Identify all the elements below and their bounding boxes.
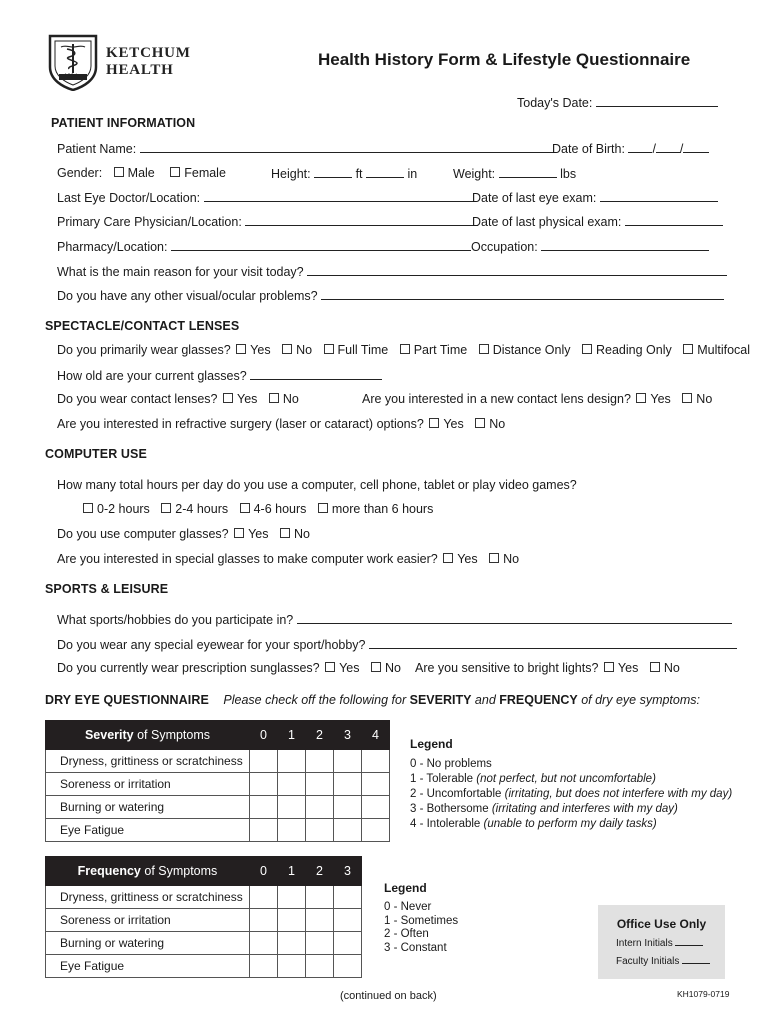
hours-0-2-checkbox[interactable] bbox=[83, 503, 93, 513]
computer-glasses-row bbox=[57, 527, 310, 541]
legend-item: 4 - Intolerable (unable to perform my daily tasks) bbox=[410, 818, 657, 830]
faculty-initials-label: Faculty Initials bbox=[616, 956, 680, 967]
occupation-field[interactable] bbox=[541, 239, 709, 251]
severity-cell[interactable] bbox=[278, 796, 306, 819]
weight-row bbox=[453, 166, 576, 181]
multifocal-checkbox[interactable] bbox=[683, 344, 693, 354]
primary-care-field[interactable] bbox=[245, 214, 478, 226]
severity-legend bbox=[410, 737, 732, 832]
severity-cell[interactable] bbox=[306, 819, 334, 842]
todays-date-label: Today's Date: bbox=[517, 96, 593, 110]
last-eye-doctor-field[interactable] bbox=[204, 190, 474, 202]
bright-no-checkbox[interactable] bbox=[650, 662, 660, 672]
part-time-label: Part Time bbox=[413, 343, 468, 357]
sport-eyewear-question: Do you wear any special eyewear for your sport/hobby? bbox=[57, 638, 366, 652]
height-row bbox=[271, 166, 417, 181]
legend-item: 3 - Constant bbox=[384, 941, 447, 954]
distance-only-label: Distance Only bbox=[492, 343, 571, 357]
severity-cell[interactable] bbox=[250, 796, 278, 819]
contacts-row bbox=[57, 392, 299, 406]
table-row bbox=[46, 955, 362, 978]
female-label: Female bbox=[184, 166, 226, 180]
new-design-yes-label: Yes bbox=[650, 392, 671, 406]
severity-cell[interactable] bbox=[306, 773, 334, 796]
severity-cell[interactable] bbox=[250, 750, 278, 773]
reading-only-checkbox[interactable] bbox=[582, 344, 592, 354]
hours-question: How many total hours per day do you use a computer, cell phone, tablet or play video games? bbox=[57, 478, 577, 492]
contacts-no-checkbox[interactable] bbox=[269, 393, 279, 403]
legend-item: 3 - Bothersome (irritating and interferes with my day) bbox=[410, 803, 678, 815]
sport-eyewear-row bbox=[57, 637, 737, 652]
hours-6plus-label: more than 6 hours bbox=[331, 502, 434, 516]
bright-yes-checkbox[interactable] bbox=[604, 662, 614, 672]
special-glasses-yes-checkbox[interactable] bbox=[443, 553, 453, 563]
in-label: in bbox=[407, 167, 418, 181]
main-reason-row bbox=[57, 264, 727, 279]
severity-col-1: 1 bbox=[278, 721, 306, 750]
severity-cell[interactable] bbox=[362, 796, 390, 819]
computer-glasses-no-label: No bbox=[294, 527, 310, 541]
hours-0-2-label: 0-2 hours bbox=[97, 502, 150, 516]
severity-cell[interactable] bbox=[278, 819, 306, 842]
legend-item: 0 - Never bbox=[384, 901, 432, 913]
symptom-label: Burning or watering bbox=[46, 932, 250, 955]
frequency-cell[interactable] bbox=[278, 955, 306, 978]
severity-cell[interactable] bbox=[278, 750, 306, 773]
surgery-yes-checkbox[interactable] bbox=[429, 418, 439, 428]
severity-col-4: 4 bbox=[362, 721, 390, 750]
frequency-cell[interactable] bbox=[250, 886, 278, 909]
main-reason-label: What is the main reason for your visit today? bbox=[57, 265, 304, 279]
symptom-label: Eye Fatigue bbox=[46, 819, 250, 842]
primary-care-label: Primary Care Physician/Location: bbox=[57, 215, 242, 229]
male-checkbox[interactable] bbox=[114, 167, 124, 177]
severity-table bbox=[45, 720, 390, 842]
legend-item: 2 - Often bbox=[384, 928, 429, 940]
frequency-cell[interactable] bbox=[278, 909, 306, 932]
last-physical-label: Date of last physical exam: bbox=[472, 215, 622, 229]
severity-cell[interactable] bbox=[250, 773, 278, 796]
glasses-age-question: How old are your current glasses? bbox=[57, 369, 247, 383]
last-physical-field[interactable] bbox=[625, 214, 723, 226]
table-row bbox=[46, 750, 390, 773]
computer-heading: COMPUTER USE bbox=[45, 447, 147, 461]
frequency-cell[interactable] bbox=[250, 955, 278, 978]
bright-no-label: No bbox=[663, 661, 680, 675]
dob-year-field[interactable] bbox=[683, 141, 709, 153]
symptom-label: Soreness or irritation bbox=[46, 773, 250, 796]
office-use-box bbox=[598, 905, 725, 979]
intern-initials-row bbox=[616, 936, 703, 949]
logo-line2: HEALTH bbox=[106, 62, 174, 78]
frequency-legend-title: Legend bbox=[384, 881, 427, 895]
frequency-cell[interactable] bbox=[306, 955, 334, 978]
height-label: Height: bbox=[271, 167, 311, 181]
frequency-col-3: 3 bbox=[334, 857, 362, 886]
frequency-cell[interactable] bbox=[278, 932, 306, 955]
todays-date-field[interactable] bbox=[596, 95, 718, 107]
symptom-label: Dryness, grittiness or scratchiness bbox=[46, 886, 250, 909]
logo-line1: KETCHUM bbox=[106, 45, 191, 61]
gender-label: Gender: bbox=[57, 166, 103, 180]
frequency-header-row bbox=[46, 857, 362, 886]
severity-cell[interactable] bbox=[334, 773, 362, 796]
computer-glasses-question: Do you use computer glasses? bbox=[57, 527, 229, 541]
hours-2-4-label: 2-4 hours bbox=[175, 502, 229, 516]
spectacle-heading: SPECTACLE/CONTACT LENSES bbox=[45, 319, 240, 333]
wear-glasses-question: Do you primarily wear glasses? bbox=[57, 343, 231, 357]
severity-cell[interactable] bbox=[362, 819, 390, 842]
computer-glasses-yes-label: Yes bbox=[248, 527, 269, 541]
severity-header-label: Severity of Symptoms bbox=[46, 721, 250, 750]
severity-col-2: 2 bbox=[306, 721, 334, 750]
new-design-question: Are you interested in a new contact lens design? bbox=[362, 392, 631, 406]
pharmacy-row bbox=[57, 239, 471, 254]
symptom-label: Soreness or irritation bbox=[46, 909, 250, 932]
surgery-question: Are you interested in refractive surgery (laser or cataract) options? bbox=[57, 417, 424, 431]
last-eye-doctor-label: Last Eye Doctor/Location: bbox=[57, 191, 201, 205]
table-row bbox=[46, 796, 390, 819]
reading-only-label: Reading Only bbox=[596, 343, 672, 357]
special-glasses-no-checkbox[interactable] bbox=[489, 553, 499, 563]
sports-heading: SPORTS & LEISURE bbox=[45, 582, 169, 596]
patient-name-field[interactable] bbox=[140, 141, 555, 153]
computer-glasses-yes-checkbox[interactable] bbox=[234, 528, 244, 538]
multifocal-label: Multifocal bbox=[697, 343, 751, 357]
lbs-label: lbs bbox=[560, 167, 577, 181]
frequency-col-1: 1 bbox=[278, 857, 306, 886]
distance-only-checkbox[interactable] bbox=[479, 344, 489, 354]
patient-name-row bbox=[57, 141, 555, 156]
hobbies-question: What sports/hobbies do you participate in? bbox=[57, 613, 294, 627]
new-design-no-checkbox[interactable] bbox=[682, 393, 692, 403]
severity-cell[interactable] bbox=[278, 773, 306, 796]
hours-4-6-checkbox[interactable] bbox=[240, 503, 250, 513]
severity-legend-title: Legend bbox=[410, 737, 453, 751]
severity-cell[interactable] bbox=[334, 819, 362, 842]
hobbies-row bbox=[57, 612, 732, 627]
glasses-no-label: No bbox=[296, 343, 313, 357]
computer-glasses-no-checkbox[interactable] bbox=[280, 528, 290, 538]
other-problems-field[interactable] bbox=[321, 288, 724, 300]
special-glasses-no-label: No bbox=[503, 552, 520, 566]
contacts-no-label: No bbox=[282, 392, 299, 406]
patient-info-heading: PATIENT INFORMATION bbox=[51, 116, 196, 130]
pharmacy-label: Pharmacy/Location: bbox=[57, 240, 168, 254]
sunglasses-no-checkbox[interactable] bbox=[371, 662, 381, 672]
frequency-cell[interactable] bbox=[334, 955, 362, 978]
last-eye-exam-field[interactable] bbox=[600, 190, 718, 202]
surgery-yes-label: Yes bbox=[443, 417, 464, 431]
bright-lights-question: Are you sensitive to bright lights? bbox=[415, 661, 599, 675]
hours-6plus-checkbox[interactable] bbox=[318, 503, 328, 513]
severity-cell[interactable] bbox=[306, 750, 334, 773]
frequency-cell[interactable] bbox=[306, 932, 334, 955]
frequency-cell[interactable] bbox=[250, 909, 278, 932]
gender-row bbox=[57, 166, 226, 180]
surgery-no-checkbox[interactable] bbox=[475, 418, 485, 428]
contacts-question: Do you wear contact lenses? bbox=[57, 392, 218, 406]
female-checkbox[interactable] bbox=[170, 167, 180, 177]
legend-item: 1 - Sometimes bbox=[384, 914, 459, 927]
severity-cell[interactable] bbox=[250, 819, 278, 842]
weight-field[interactable] bbox=[499, 166, 557, 178]
table-row bbox=[46, 932, 362, 955]
sport-eyewear-field[interactable] bbox=[369, 637, 737, 649]
table-row bbox=[46, 773, 390, 796]
sunglasses-question: Do you currently wear prescription sunglasses? bbox=[57, 661, 320, 675]
severity-cell[interactable] bbox=[306, 796, 334, 819]
frequency-cell[interactable] bbox=[334, 886, 362, 909]
full-time-checkbox[interactable] bbox=[324, 344, 334, 354]
severity-cell[interactable] bbox=[334, 796, 362, 819]
new-design-row bbox=[362, 392, 712, 406]
pharmacy-field[interactable] bbox=[171, 239, 471, 251]
dob-day-field[interactable] bbox=[656, 141, 680, 153]
contacts-yes-label: Yes bbox=[237, 392, 258, 406]
hours-2-4-checkbox[interactable] bbox=[161, 503, 171, 513]
glasses-yes-label: Yes bbox=[250, 343, 271, 357]
glasses-yes-checkbox[interactable] bbox=[236, 344, 246, 354]
frequency-col-0: 0 bbox=[250, 857, 278, 886]
severity-col-3: 3 bbox=[334, 721, 362, 750]
surgery-no-label: No bbox=[489, 417, 506, 431]
contacts-yes-checkbox[interactable] bbox=[223, 393, 233, 403]
intern-initials-label: Intern Initials bbox=[616, 938, 673, 949]
table-row bbox=[46, 886, 362, 909]
intern-initials-field[interactable] bbox=[675, 936, 703, 946]
glasses-age-row bbox=[57, 368, 382, 383]
sunglasses-row bbox=[57, 661, 401, 675]
sunglasses-yes-label: Yes bbox=[339, 661, 360, 675]
faculty-initials-row bbox=[616, 954, 710, 967]
part-time-checkbox[interactable] bbox=[400, 344, 410, 354]
dry-eye-instructions: Please check off the following for SEVERITY and FREQUENCY of dry eye symptoms: bbox=[223, 693, 700, 707]
table-row bbox=[46, 819, 390, 842]
occupation-label: Occupation: bbox=[471, 240, 538, 254]
primary-care-row bbox=[57, 214, 478, 229]
special-glasses-row bbox=[57, 552, 519, 566]
new-design-no-label: No bbox=[696, 392, 713, 406]
legend-item: 2 - Uncomfortable (irritating, but does not interfere with my day) bbox=[410, 788, 733, 800]
full-time-label: Full Time bbox=[337, 343, 389, 357]
severity-cell[interactable] bbox=[362, 773, 390, 796]
special-glasses-question: Are you interested in special glasses to make computer work easier? bbox=[57, 552, 438, 566]
main-reason-field[interactable] bbox=[307, 264, 727, 276]
severity-cell[interactable] bbox=[362, 750, 390, 773]
frequency-cell[interactable] bbox=[250, 932, 278, 955]
height-ft-field[interactable] bbox=[314, 166, 352, 178]
last-eye-doctor-row bbox=[57, 190, 474, 205]
occupation-row bbox=[471, 239, 709, 254]
frequency-cell[interactable] bbox=[306, 909, 334, 932]
form-code: KH1079-0719 bbox=[677, 989, 730, 999]
dry-eye-heading-row bbox=[45, 691, 700, 709]
office-use-title: Office Use Only bbox=[616, 917, 707, 931]
other-problems-label: Do you have any other visual/ocular problems? bbox=[57, 289, 318, 303]
faculty-initials-field[interactable] bbox=[682, 954, 710, 964]
last-eye-exam-label: Date of last eye exam: bbox=[472, 191, 597, 205]
ketchum-health-logo bbox=[47, 33, 99, 91]
hours-4-6-label: 4-6 hours bbox=[253, 502, 307, 516]
frequency-cell[interactable] bbox=[334, 909, 362, 932]
glasses-age-field[interactable] bbox=[250, 368, 382, 380]
page-title: Health History Form & Lifestyle Questionnaire bbox=[318, 50, 691, 69]
dry-eye-heading: DRY EYE QUESTIONNAIRE bbox=[45, 693, 209, 707]
hours-options-row bbox=[81, 502, 433, 516]
todays-date-row bbox=[517, 95, 718, 110]
severity-cell[interactable] bbox=[334, 750, 362, 773]
bright-yes-label: Yes bbox=[617, 661, 639, 675]
last-eye-exam-row bbox=[472, 190, 718, 205]
dob-month-field[interactable] bbox=[628, 141, 652, 153]
symptom-label: Burning or watering bbox=[46, 796, 250, 819]
height-in-field[interactable] bbox=[366, 166, 404, 178]
last-physical-row bbox=[472, 214, 723, 229]
symptom-label: Dryness, grittiness or scratchiness bbox=[46, 750, 250, 773]
table-row bbox=[46, 909, 362, 932]
dob-row: Date of Birth: / / bbox=[552, 141, 709, 156]
other-problems-row bbox=[57, 288, 724, 303]
severity-header-row bbox=[46, 721, 390, 750]
new-design-yes-checkbox[interactable] bbox=[636, 393, 646, 403]
dob-label: Date of Birth: bbox=[552, 142, 625, 156]
frequency-col-2: 2 bbox=[306, 857, 334, 886]
frequency-table bbox=[45, 856, 362, 978]
special-glasses-yes-label: Yes bbox=[457, 552, 478, 566]
symptom-label: Eye Fatigue bbox=[46, 955, 250, 978]
male-label: Male bbox=[127, 166, 155, 180]
patient-name-label: Patient Name: bbox=[57, 142, 137, 156]
sunglasses-no-label: No bbox=[385, 661, 401, 675]
wear-glasses-row bbox=[57, 343, 750, 357]
frequency-header-label: Frequency of Symptoms bbox=[46, 857, 250, 886]
glasses-no-checkbox[interactable] bbox=[282, 344, 292, 354]
severity-col-0: 0 bbox=[250, 721, 278, 750]
frequency-cell[interactable] bbox=[306, 886, 334, 909]
frequency-cell[interactable] bbox=[334, 932, 362, 955]
frequency-cell[interactable] bbox=[278, 886, 306, 909]
surgery-row bbox=[57, 417, 505, 431]
legend-item: 0 - No problems bbox=[410, 758, 492, 770]
bright-lights-row bbox=[415, 661, 680, 675]
frequency-legend bbox=[384, 881, 458, 955]
logo-year: 1904 bbox=[64, 74, 78, 80]
sunglasses-yes-checkbox[interactable] bbox=[325, 662, 335, 672]
continued-note: (continued on back) bbox=[340, 990, 437, 1002]
ft-label: ft bbox=[355, 167, 363, 181]
hobbies-field[interactable] bbox=[297, 612, 732, 624]
weight-label: Weight: bbox=[453, 167, 496, 181]
legend-item: 1 - Tolerable (not perfect, but not uncomfortable) bbox=[410, 773, 656, 785]
